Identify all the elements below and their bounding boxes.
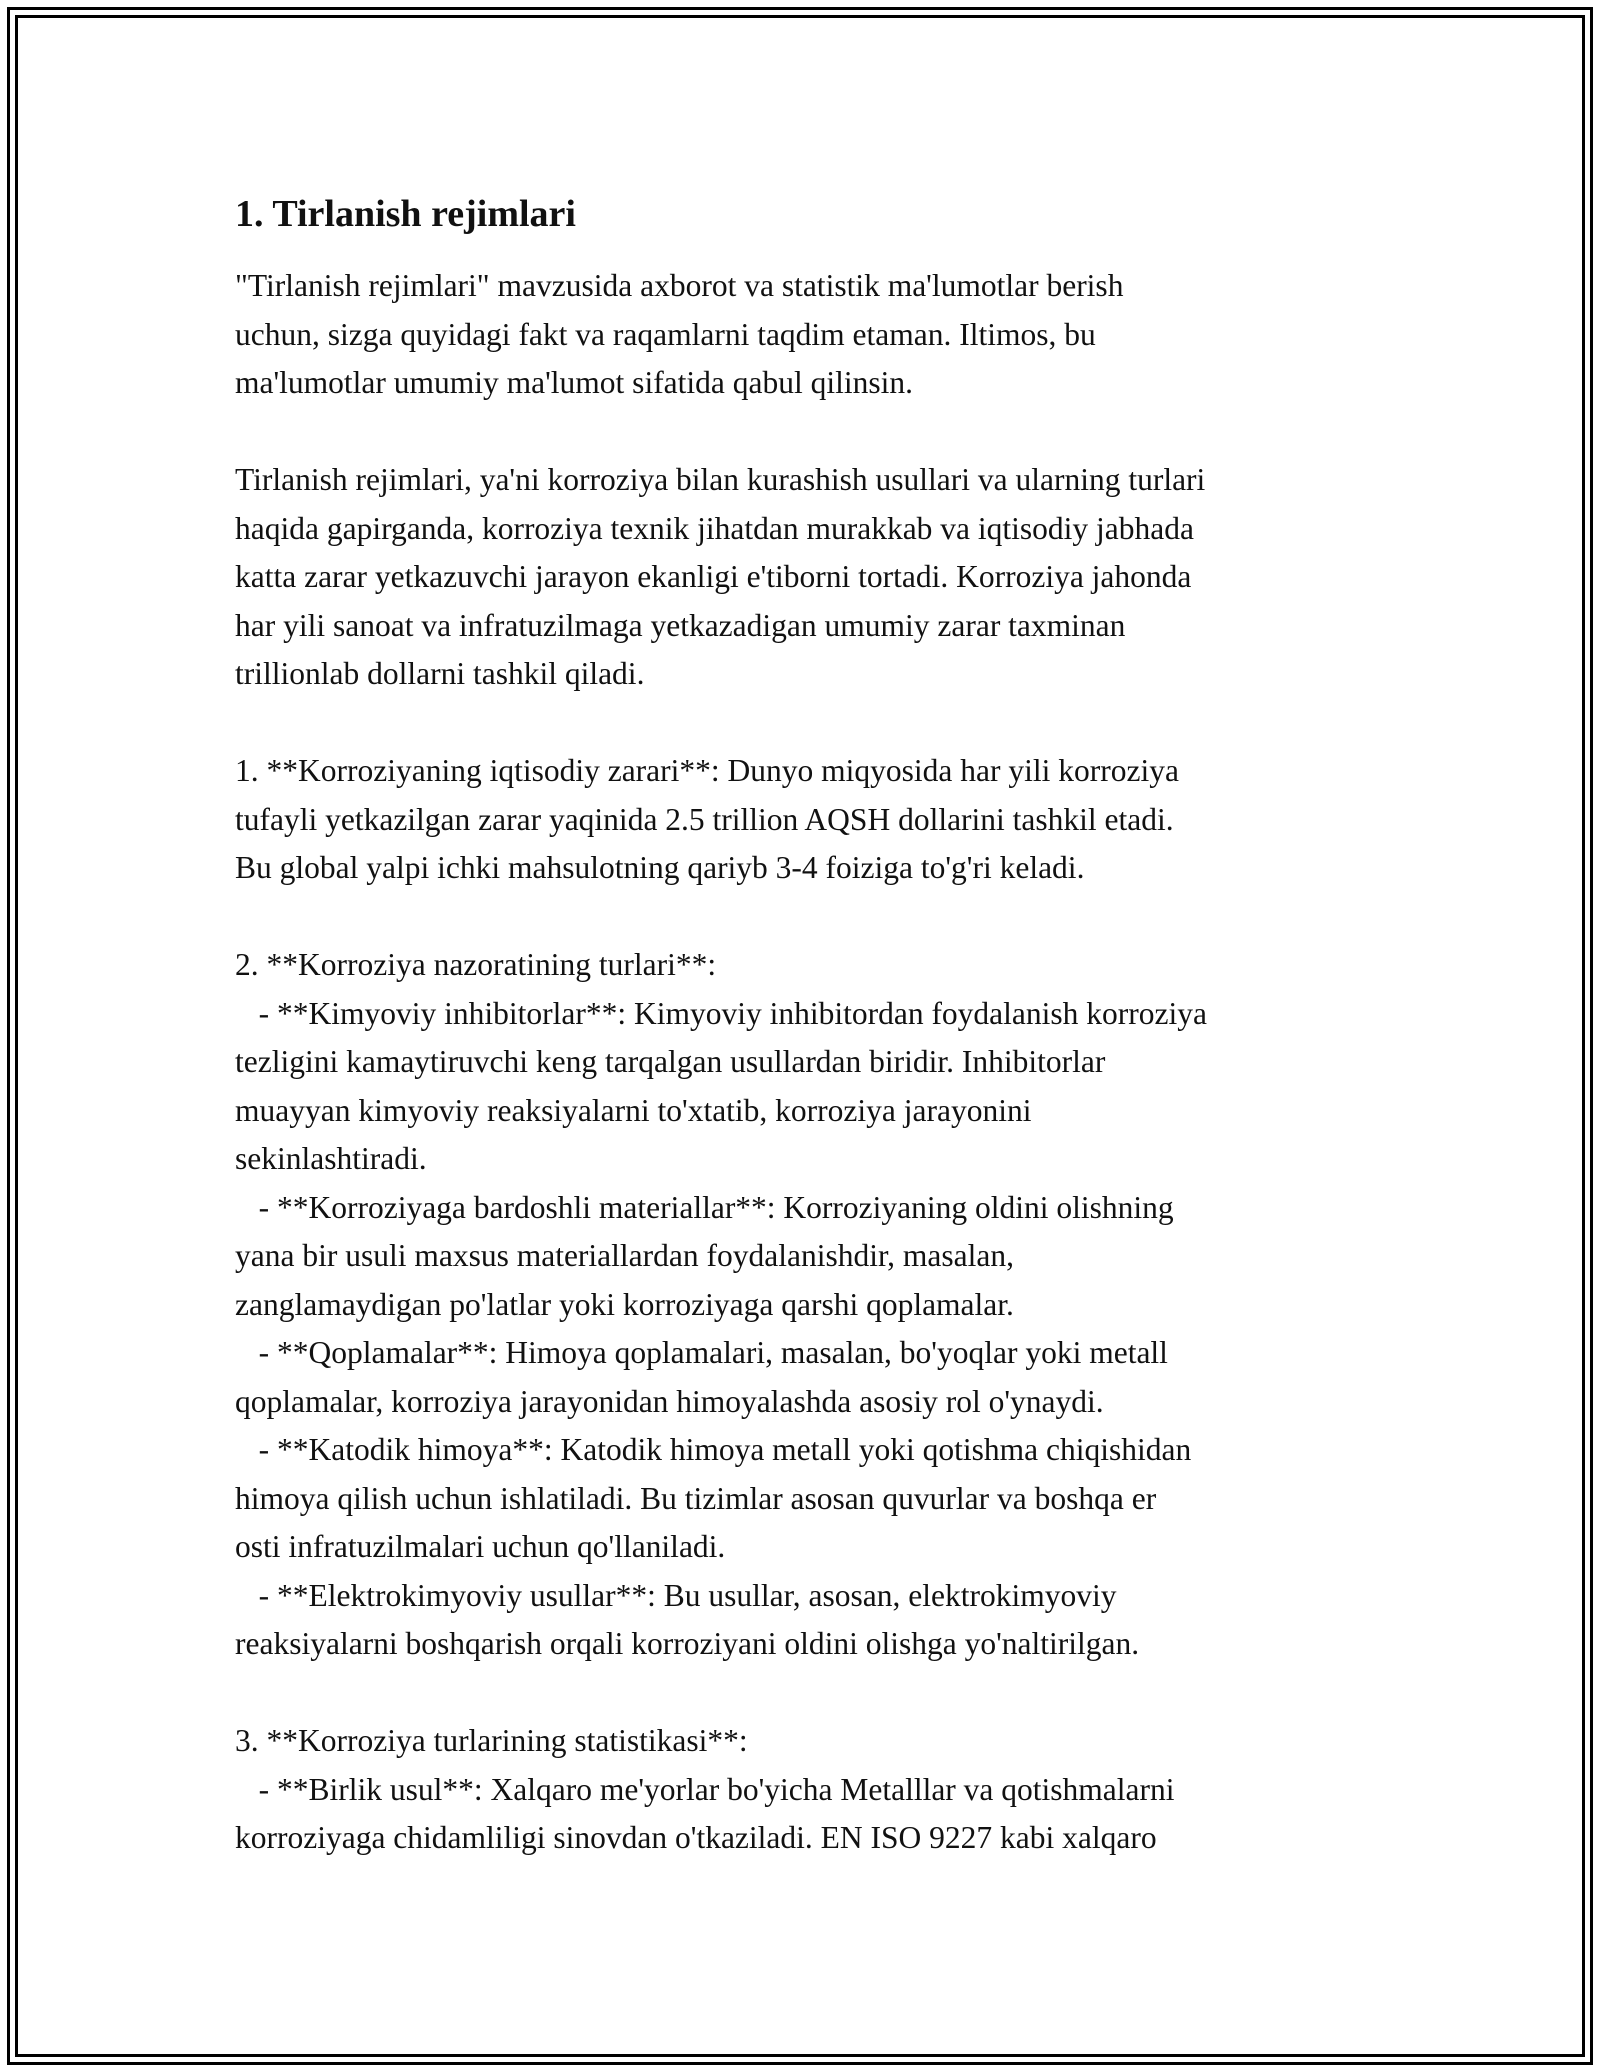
text-line: Tirlanish rejimlari, ya'ni korroziya bilan kurashish usullari va ularning turlari (235, 462, 1206, 497)
text-line: haqida gapirganda, korroziya texnik jihatdan murakkab va iqtisodiy jabhada (235, 510, 1194, 546)
text-line: 3. **Korroziya turlarining statistikasi**: (235, 1723, 748, 1758)
text-line: Bu global yalpi ichki mahsulotning qariyb 3-4 foiziga to'g'ri keladi. (235, 850, 1085, 885)
text-line: "Tirlanish rejimlari" mavzusida axborot va statistik ma'lumotlar berish (235, 268, 1124, 303)
text-line: katta zarar yetkazuvchi jarayon ekanligi e'tiborni tortadi. Korroziya jahonda (235, 559, 1192, 594)
text-line: zanglamaydigan po'latlar yoki korroziyaga qarshi qoplamalar. (235, 1286, 1014, 1322)
text-line: qoplamalar, korroziya jarayonidan himoyalashda asosiy rol o'ynaydi. (235, 1383, 1104, 1419)
text-line: osti infratuzilmalari uchun qo'llaniladi. (235, 1529, 726, 1564)
control-types-item (235, 941, 1375, 1669)
text-line: 1. **Korroziyaning iqtisodiy zarari**: Dunyo miqyosida har yili korroziya (235, 753, 1179, 788)
text-line: yana bir usuli maxsus materiallardan foydalanishdir, masalan, (235, 1238, 1015, 1273)
text-line: - **Korroziyaga bardoshli materiallar**: Korroziyaning oldini olishning (235, 1189, 1174, 1225)
text-line: uchun, sizga quyidagi fakt va raqamlarni taqdim etaman. Iltimos, bu (235, 316, 1096, 352)
text-line: tezligini kamaytiruvchi keng tarqalgan usullardan biridir. Inhibitorlar (235, 1044, 1106, 1079)
intro-paragraph (235, 262, 1375, 408)
text-line: ma'lumotlar umumiy ma'lumot sifatida qabul qilinsin. (235, 365, 914, 400)
text-line: - **Kimyoviy inhibitorlar**: Kimyoviy inhibitordan foydalanish korroziya (235, 995, 1207, 1031)
text-line: korroziyaga chidamliligi sinovdan o'tkaziladi. EN ISO 9227 kabi xalqaro (235, 1820, 1157, 1855)
document-body (235, 190, 1375, 1863)
text-line: - **Katodik himoya**: Katodik himoya metall yoki qotishma chiqishidan (235, 1432, 1192, 1467)
text-line: - **Qoplamalar**: Himoya qoplamalari, masalan, bo'yoqlar yoki metall (235, 1335, 1168, 1370)
text-line: - **Elektrokimyoviy usullar**: Bu usullar, asosan, elektrokimyoviy (235, 1577, 1117, 1613)
section-heading: 1. Tirlanish rejimlari (235, 193, 576, 235)
text-line: muayyan kimyoviy reaksiyalarni to'xtatib, korroziya jarayonini (235, 1092, 1032, 1128)
text-line: har yili sanoat va infratuzilmaga yetkazadigan umumiy zarar taxminan (235, 607, 1126, 643)
text-line: sekinlashtiradi. (235, 1141, 427, 1176)
statistics-item (235, 1717, 1375, 1863)
text-line: - **Birlik usul**: Xalqaro me'yorlar bo'yicha Metalllar va qotishmalarni (235, 1771, 1175, 1807)
paragraph-gap (235, 699, 1375, 748)
text-line: trillionlab dollarni tashkil qiladi. (235, 656, 645, 691)
paragraph-gap (235, 1669, 1375, 1718)
economic-damage-item (235, 747, 1375, 893)
text-line: 2. **Korroziya nazoratining turlari**: (235, 947, 717, 982)
text-line: himoya qilish uchun ishlatiladi. Bu tizimlar asosan quvurlar va boshqa er (235, 1480, 1157, 1516)
context-paragraph (235, 456, 1375, 699)
paragraph-gap (235, 408, 1375, 457)
text-line: reaksiyalarni boshqarish orqali korroziyani oldini olishga yo'naltirilgan. (235, 1626, 1140, 1661)
paragraph-gap (235, 893, 1375, 942)
text-line: tufayli yetkazilgan zarar yaqinida 2.5 trillion AQSH dollarini tashkil etadi. (235, 801, 1174, 837)
